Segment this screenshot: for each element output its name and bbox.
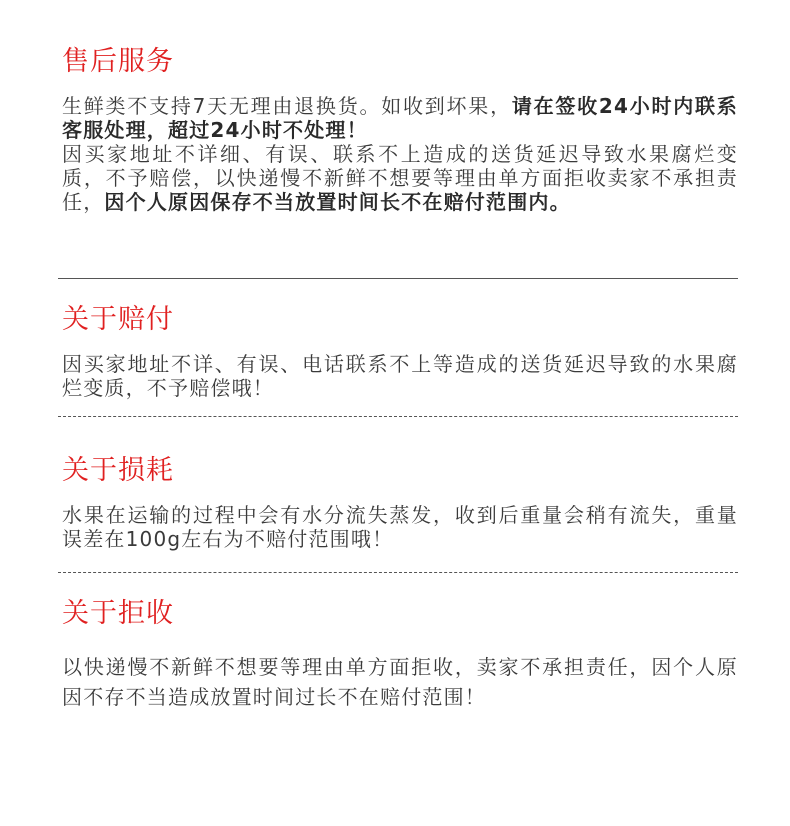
- after-sales-p2-normal: 因买家地址不详细、有误、联系不上造成的送货延迟导致水果腐烂变质，不予赔偿，以快递慢不新鲜不想要等理由单方面拒收卖家不承担责任，: [62, 142, 738, 214]
- after-sales-text: [62, 94, 738, 214]
- loss-text: 水果在运输的过程中会有水分流失蒸发，收到后重量会稍有流失，重量误差在100g左右为不赔付范围哦！: [62, 503, 738, 551]
- rejection-section: [62, 598, 738, 712]
- after-sales-p1-bold: 请在签收24小时内联系客服处理，超过24小时不处理！: [62, 94, 738, 142]
- rejection-text: 以快递慢不新鲜不想要等理由单方面拒收，卖家不承担责任，因个人原因不存不当造成放置时间过长不在赔付范围！: [62, 655, 738, 709]
- compensation-text: 因买家地址不详、有误、电话联系不上等造成的送货延迟导致的水果腐烂变质，不予赔偿哦！: [62, 352, 738, 400]
- after-sales-p2-bold: 因个人原因保存不当放置时间长不在赔付范围内。: [104, 190, 571, 214]
- after-sales-p1-normal: 生鲜类不支持7天无理由退换货。如收到坏果，: [62, 94, 512, 118]
- rejection-title: 关于拒收: [62, 598, 174, 629]
- loss-title: 关于损耗: [62, 455, 174, 486]
- section-divider-dashed: [58, 416, 738, 417]
- section-divider-dashed: [58, 572, 738, 573]
- after-sales-title: 售后服务: [62, 46, 174, 77]
- after-sales-section: [62, 46, 738, 214]
- compensation-section: [62, 304, 738, 400]
- section-divider: [58, 278, 738, 279]
- loss-section: [62, 455, 738, 551]
- compensation-title: 关于赔付: [62, 304, 174, 335]
